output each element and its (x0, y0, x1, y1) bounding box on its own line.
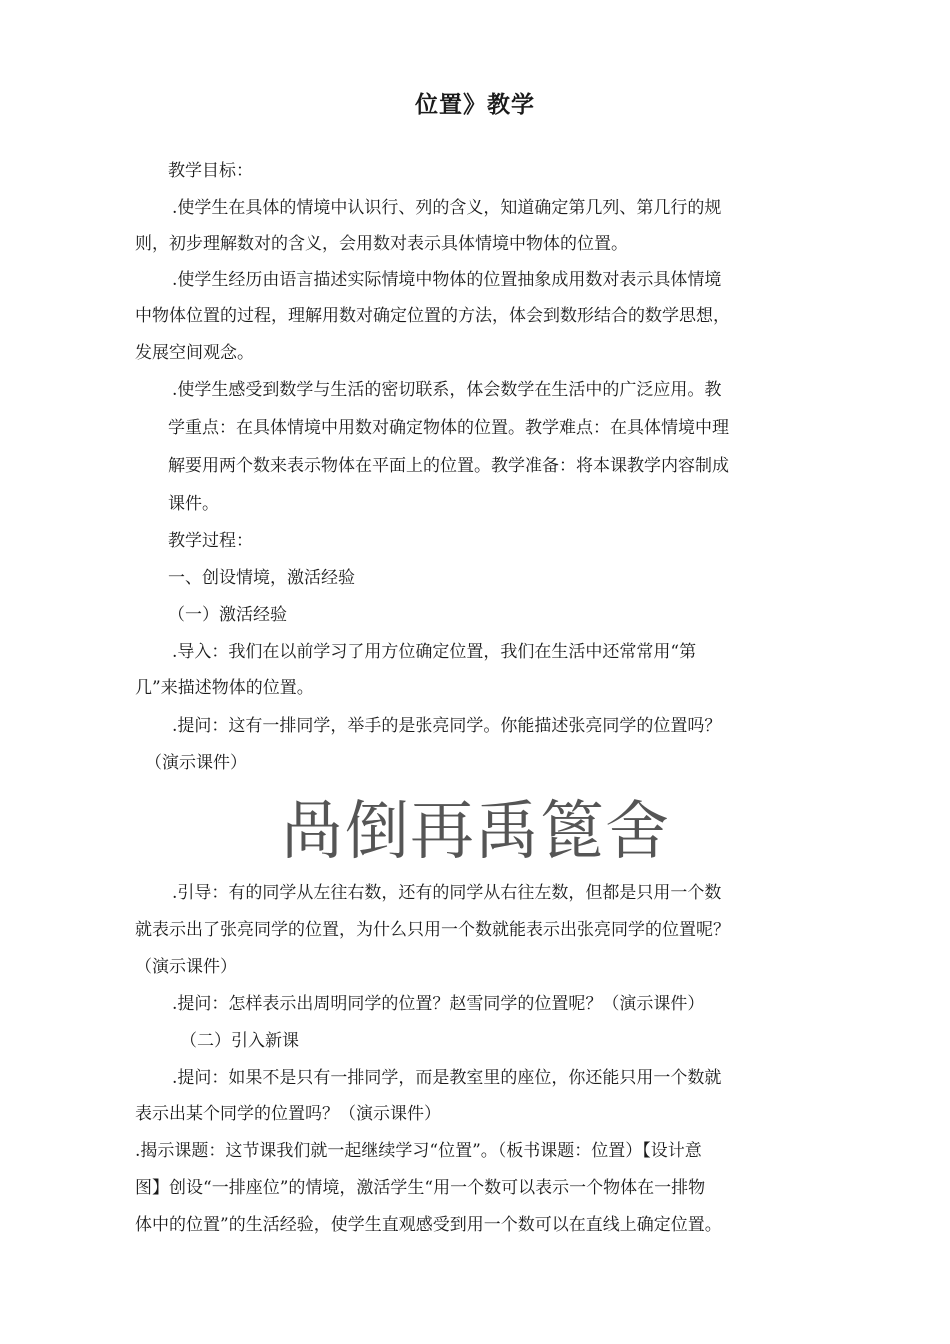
text-line: 中物体位置的过程，理解用数对确定位置的方法，体会到数形结合的数学思想， (135, 306, 730, 326)
text-line: 解要用两个数来表示物体在平面上的位置。教学准备：将本课教学内容制成 (168, 456, 729, 476)
text-line: 则，初步理解数对的含义，会用数对表示具体情境中物体的位置。 (135, 234, 628, 254)
text-line: 教学目标： (168, 161, 253, 181)
text-line: 体中的位置”的生活经验，使学生直观感受到用一个数可以在直线上确定位置。 (135, 1215, 722, 1235)
text-line: 发展空间观念。 (135, 343, 254, 363)
text-line: .使学生感受到数学与生活的密切联系，体会数学在生活中的广泛应用。教 (172, 380, 722, 400)
text-line: （一）激活经验 (168, 605, 287, 625)
text-line: .提问：这有一排同学，举手的是张亮同学。你能描述张亮同学的位置吗？ (172, 716, 722, 736)
text-line: 一、创设情境，激活经验 (168, 568, 355, 588)
text-line: .使学生经历由语言描述实际情境中物体的位置抽象成用数对表示具体情境 (172, 270, 722, 290)
document-title: 位置》教学 (415, 92, 535, 118)
text-line: .引导：有的同学从左往右数，还有的同学从右往左数，但都是只用一个数 (172, 883, 722, 903)
text-line: .导入：我们在以前学习了用方位确定位置，我们在生活中还常常用“第 (172, 642, 697, 662)
text-line: （二）引入新课 (180, 1031, 299, 1051)
text-line: 几”来描述物体的位置。 (135, 678, 314, 698)
text-line: 课件。 (168, 494, 219, 514)
text-line: 表示出某个同学的位置吗？（演示课件） (135, 1104, 441, 1124)
text-line: 图】创设“一排座位”的情境，激活学生“用一个数可以表示一个物体在一排物 (135, 1178, 706, 1198)
text-line: .使学生在具体的情境中认识行、列的含义，知道确定第几列、第几行的规 (172, 198, 722, 218)
text-line: .提问：怎样表示出周明同学的位置？赵雪同学的位置呢？（演示课件） (172, 994, 705, 1014)
text-line: 就表示出了张亮同学的位置，为什么只用一个数就能表示出张亮同学的位置呢？ (135, 920, 730, 940)
text-line: 教学过程： (168, 531, 253, 551)
text-line: .提问：如果不是只有一排同学，而是教室里的座位，你还能只用一个数就 (172, 1068, 722, 1088)
text-line: （演示课件） (135, 957, 237, 977)
text-line: （演示课件） (145, 753, 247, 773)
large-garbled-text: 咼倒再禹篦舍 (280, 795, 670, 869)
text-line: 学重点：在具体情境中用数对确定物体的位置。教学难点：在具体情境中理 (168, 418, 729, 438)
text-line: .揭示课题：这节课我们就一起继续学习“位置”。（板书课题：位置）【设计意 (135, 1141, 702, 1161)
